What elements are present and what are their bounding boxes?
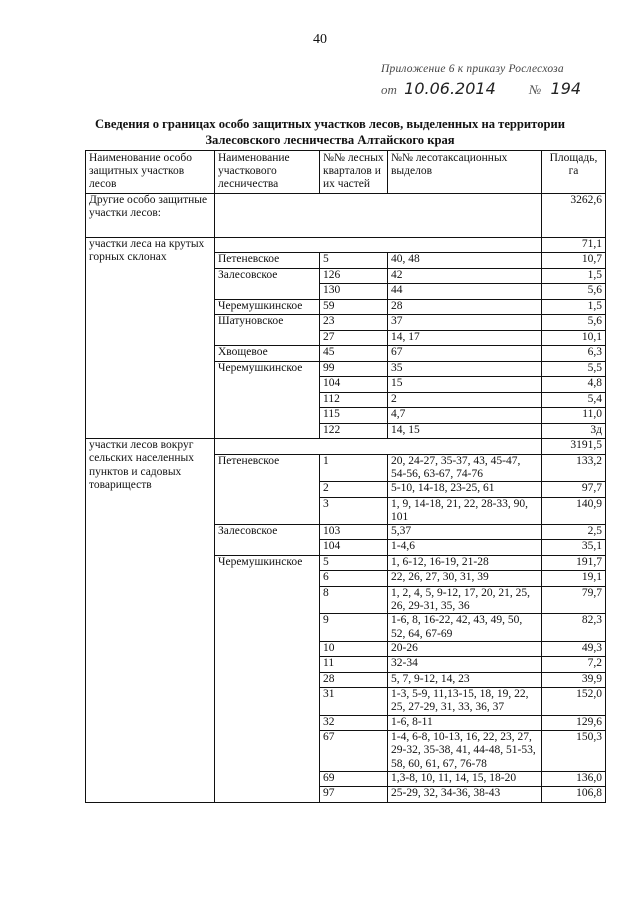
area-cell: 97,7 <box>542 482 606 498</box>
area-cell: 150,3 <box>542 731 606 772</box>
quarter-cell: 3 <box>320 497 388 524</box>
quarter-cell: 122 <box>320 423 388 439</box>
sections-cell: 1-3, 5-9, 11,13-15, 18, 19, 22, 25, 27-29, 31, 33, 36, 37 <box>388 688 542 715</box>
sections-cell: 1-4, 6-8, 10-13, 16, 22, 23, 27, 29-32, 35-38, 41, 44-48, 51-53, 58, 60, 61, 67, 76-78 <box>388 731 542 772</box>
quarter-cell: 67 <box>320 731 388 772</box>
quarter-cell: 126 <box>320 268 388 284</box>
quarter-cell: 5 <box>320 555 388 571</box>
quarter-cell: 112 <box>320 392 388 408</box>
quarter-cell: 9 <box>320 614 388 641</box>
sections-cell: 14, 17 <box>388 330 542 346</box>
area-cell: 6,3 <box>542 346 606 362</box>
page-number: 40 <box>313 32 327 47</box>
sections-cell: 28 <box>388 299 542 315</box>
area-cell: 1,5 <box>542 268 606 284</box>
slopes-area: 71,1 <box>542 237 606 253</box>
area-cell: 82,3 <box>542 614 606 641</box>
other-area: 3262,6 <box>542 193 606 237</box>
quarter-cell: 104 <box>320 377 388 393</box>
quarter-cell: 10 <box>320 641 388 657</box>
document-title <box>60 116 600 148</box>
order-date: 10.06.2014 <box>404 79 496 98</box>
sections-cell: 14, 15 <box>388 423 542 439</box>
forestry-cell: Хвощевое <box>215 346 320 362</box>
forestry-cell: Черемушкинское <box>215 299 320 315</box>
quarter-cell: 27 <box>320 330 388 346</box>
sections-cell: 15 <box>388 377 542 393</box>
header-quarters: №№ лесных кварталов и их частей <box>320 151 388 194</box>
quarter-cell: 31 <box>320 688 388 715</box>
boundaries-table <box>85 150 606 803</box>
table-header-row <box>86 151 606 194</box>
sections-cell: 4,7 <box>388 408 542 424</box>
quarter-cell: 23 <box>320 315 388 331</box>
forestry-cell: Петеневское <box>215 454 320 524</box>
sections-cell: 5,37 <box>388 524 542 540</box>
forestry-cell: Залесовское <box>215 268 320 299</box>
area-cell: 39,9 <box>542 672 606 688</box>
quarter-cell: 45 <box>320 346 388 362</box>
sections-cell: 44 <box>388 284 542 300</box>
area-cell: 133,2 <box>542 454 606 481</box>
area-cell: 140,9 <box>542 497 606 524</box>
sections-cell: 67 <box>388 346 542 362</box>
quarter-cell: 28 <box>320 672 388 688</box>
area-cell: 1,5 <box>542 299 606 315</box>
area-cell: 2,5 <box>542 524 606 540</box>
area-cell: 10,7 <box>542 253 606 269</box>
quarter-cell: 99 <box>320 361 388 377</box>
sections-cell: 1, 2, 4, 5, 9-12, 17, 20, 21, 25, 26, 29-31, 35, 36 <box>388 586 542 613</box>
quarter-cell: 8 <box>320 586 388 613</box>
sections-cell: 5-10, 14-18, 23-25, 61 <box>388 482 542 498</box>
quarter-cell: 59 <box>320 299 388 315</box>
area-cell: 5,5 <box>542 361 606 377</box>
sections-cell: 1-4,6 <box>388 540 542 556</box>
sections-cell: 25-29, 32, 34-36, 38-43 <box>388 787 542 803</box>
forestry-cell: Черемушкинское <box>215 361 320 439</box>
quarter-cell: 115 <box>320 408 388 424</box>
quarter-cell: 103 <box>320 524 388 540</box>
quarter-cell: 1 <box>320 454 388 481</box>
area-cell: 79,7 <box>542 586 606 613</box>
settlements-area: 3191,5 <box>542 439 606 455</box>
forestry-cell: Залесовское <box>215 524 320 555</box>
sections-cell: 1, 9, 14-18, 21, 22, 28-33, 90, 101 <box>388 497 542 524</box>
table-row <box>86 439 606 455</box>
settlements-label: участки лесов вокруг сельских населенных пунктов и садовых товариществ <box>86 439 215 803</box>
sections-cell: 1-6, 8-11 <box>388 715 542 731</box>
area-cell: 5,6 <box>542 284 606 300</box>
other-label: Другие особо защитные участки лесов: <box>86 193 215 237</box>
area-cell: 129,6 <box>542 715 606 731</box>
slopes-label: участки леса на крутых горных склонах <box>86 237 215 439</box>
area-cell: 7,2 <box>542 657 606 673</box>
area-cell: 191,7 <box>542 555 606 571</box>
sections-cell: 5, 7, 9-12, 14, 23 <box>388 672 542 688</box>
title-line-1: Сведения о границах особо защитных участков лесов, выделенных на территории <box>94 117 566 131</box>
area-cell: 5,6 <box>542 315 606 331</box>
sections-cell: 35 <box>388 361 542 377</box>
forestry-cell: Петеневское <box>215 253 320 269</box>
area-cell: 11,0 <box>542 408 606 424</box>
sections-cell: 22, 26, 27, 30, 31, 39 <box>388 571 542 587</box>
forestry-cell: Черемушкинское <box>215 555 320 802</box>
quarter-cell: 2 <box>320 482 388 498</box>
sections-cell: 20-26 <box>388 641 542 657</box>
quarter-cell: 32 <box>320 715 388 731</box>
area-cell: 106,8 <box>542 787 606 803</box>
quarter-cell: 11 <box>320 657 388 673</box>
title-line-2: Залесовского лесничества Алтайского края <box>205 133 455 147</box>
number-prefix: № <box>529 82 542 97</box>
sections-cell: 37 <box>388 315 542 331</box>
area-cell: 5,4 <box>542 392 606 408</box>
quarter-cell: 5 <box>320 253 388 269</box>
quarter-cell: 69 <box>320 771 388 787</box>
sections-cell: 40, 48 <box>388 253 542 269</box>
sections-cell: 1, 6-12, 16-19, 21-28 <box>388 555 542 571</box>
date-prefix: от <box>381 82 397 97</box>
header-name: Наименование особо защитных участков лесов <box>86 151 215 194</box>
header-sections: №№ лесотаксационных выделов <box>388 151 542 194</box>
area-cell: 3д <box>542 423 606 439</box>
sections-cell: 1-6, 8, 16-22, 42, 43, 49, 50, 52, 64, 67-69 <box>388 614 542 641</box>
quarter-cell: 6 <box>320 571 388 587</box>
sections-cell: 1,3-8, 10, 11, 14, 15, 18-20 <box>388 771 542 787</box>
area-cell: 136,0 <box>542 771 606 787</box>
sections-cell: 42 <box>388 268 542 284</box>
quarter-cell: 97 <box>320 787 388 803</box>
sections-cell: 20, 24-27, 35-37, 43, 45-47, 54-56, 63-67, 74-76 <box>388 454 542 481</box>
order-number: 194 <box>550 79 582 98</box>
header-forestry: Наименование участкового лесничества <box>215 151 320 194</box>
header-area: Площадь, га <box>542 151 606 194</box>
area-cell: 152,0 <box>542 688 606 715</box>
area-cell: 35,1 <box>542 540 606 556</box>
area-cell: 4,8 <box>542 377 606 393</box>
sections-cell: 32-34 <box>388 657 542 673</box>
appendix-note: Приложение 6 к приказу Рослесхоза <box>381 63 564 75</box>
area-cell: 49,3 <box>542 641 606 657</box>
area-cell: 10,1 <box>542 330 606 346</box>
order-line <box>381 79 581 98</box>
forestry-cell: Шатуновское <box>215 315 320 346</box>
area-cell: 19,1 <box>542 571 606 587</box>
table-row <box>86 237 606 253</box>
table-row <box>86 193 606 237</box>
quarter-cell: 130 <box>320 284 388 300</box>
quarter-cell: 104 <box>320 540 388 556</box>
sections-cell: 2 <box>388 392 542 408</box>
